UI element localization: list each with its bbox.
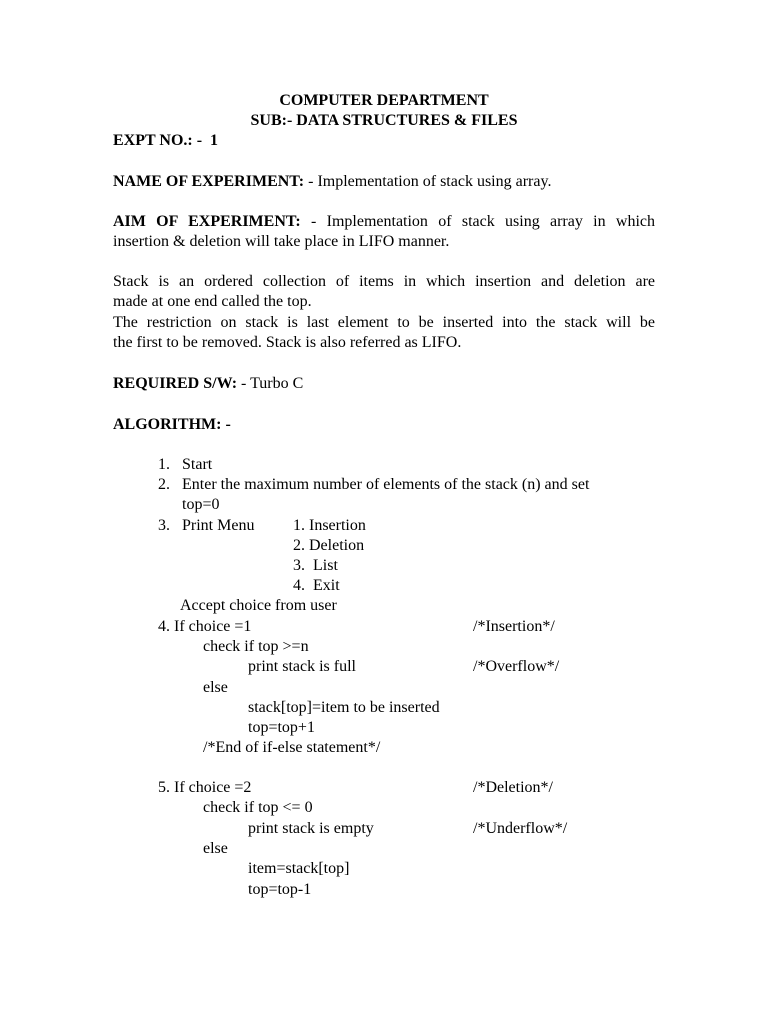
experiment-aim-value: - Implementation of stack using array in which <box>300 213 655 230</box>
accept-choice: Accept choice from user <box>180 597 337 614</box>
experiment-aim-line1 <box>113 212 655 232</box>
menu-item-exit: 4. Exit <box>293 577 340 594</box>
description-line2: made at one end called the top. <box>113 293 312 310</box>
menu-item-list: 3. List <box>293 557 338 574</box>
experiment-name-label: NAME OF EXPERIMENT: <box>113 173 305 190</box>
step2-continuation: top=0 <box>182 496 220 513</box>
step4-insert: stack[top]=item to be inserted <box>248 699 440 716</box>
step3-text: Print Menu <box>182 517 255 534</box>
step5-comment: /*Deletion*/ <box>473 779 553 796</box>
description-line3: The restriction on stack is last element to be inserted into the stack will be <box>113 314 655 331</box>
menu-item-insertion: 1. Insertion <box>293 517 366 534</box>
algorithm-heading: ALGORITHM: - <box>113 416 231 433</box>
step5-empty: print stack is empty <box>248 820 374 837</box>
description-line4: the first to be removed. Stack is also referred as LIFO. <box>113 334 462 351</box>
experiment-aim-label: AIM OF EXPERIMENT: <box>113 213 301 230</box>
experiment-number <box>113 131 218 151</box>
subject-heading: SUB:- DATA STRUCTURES & FILES <box>250 112 518 129</box>
step5-empty-comment: /*Underflow*/ <box>473 820 568 837</box>
step5-check: check if top <= 0 <box>203 799 313 816</box>
menu-item-deletion: 2. Deletion <box>293 537 365 554</box>
experiment-name <box>113 172 551 192</box>
step5-item: item=stack[top] <box>248 860 350 877</box>
experiment-aim-line2: insertion & deletion will take place in LIFO manner. <box>113 233 450 250</box>
experiment-number-value: 1 <box>210 132 219 149</box>
step5-text: 5. If choice =2 <box>158 779 252 796</box>
step4-end-comment: /*End of if-else statement*/ <box>203 739 381 756</box>
step4-comment: /*Insertion*/ <box>473 618 555 635</box>
step2-number: 2. <box>158 476 170 493</box>
step4-else: else <box>203 679 228 696</box>
step4-full: print stack is full <box>248 658 356 675</box>
department-heading: COMPUTER DEPARTMENT <box>279 92 489 109</box>
step2-text: Enter the maximum number of elements of the stack (n) and set <box>182 476 590 493</box>
step4-text: 4. If choice =1 <box>158 618 252 635</box>
step4-increment: top=top+1 <box>248 719 315 736</box>
step4-full-comment: /*Overflow*/ <box>473 658 560 675</box>
required-software-label: REQUIRED S/W: <box>113 375 238 392</box>
experiment-number-label: EXPT NO.: - <box>113 132 203 149</box>
experiment-name-value: - Implementation of stack using array. <box>304 173 552 190</box>
step5-decrement: top=top-1 <box>248 881 312 898</box>
step1-text: Start <box>182 456 213 473</box>
step5-else: else <box>203 840 228 857</box>
required-software-value: - Turbo C <box>237 375 304 392</box>
description-line1: Stack is an ordered collection of items in which insertion and deletion are <box>113 273 655 290</box>
step3-number: 3. <box>158 517 170 534</box>
step1-number: 1. <box>158 456 170 473</box>
required-software <box>113 374 303 394</box>
step4-check: check if top >=n <box>203 638 309 655</box>
